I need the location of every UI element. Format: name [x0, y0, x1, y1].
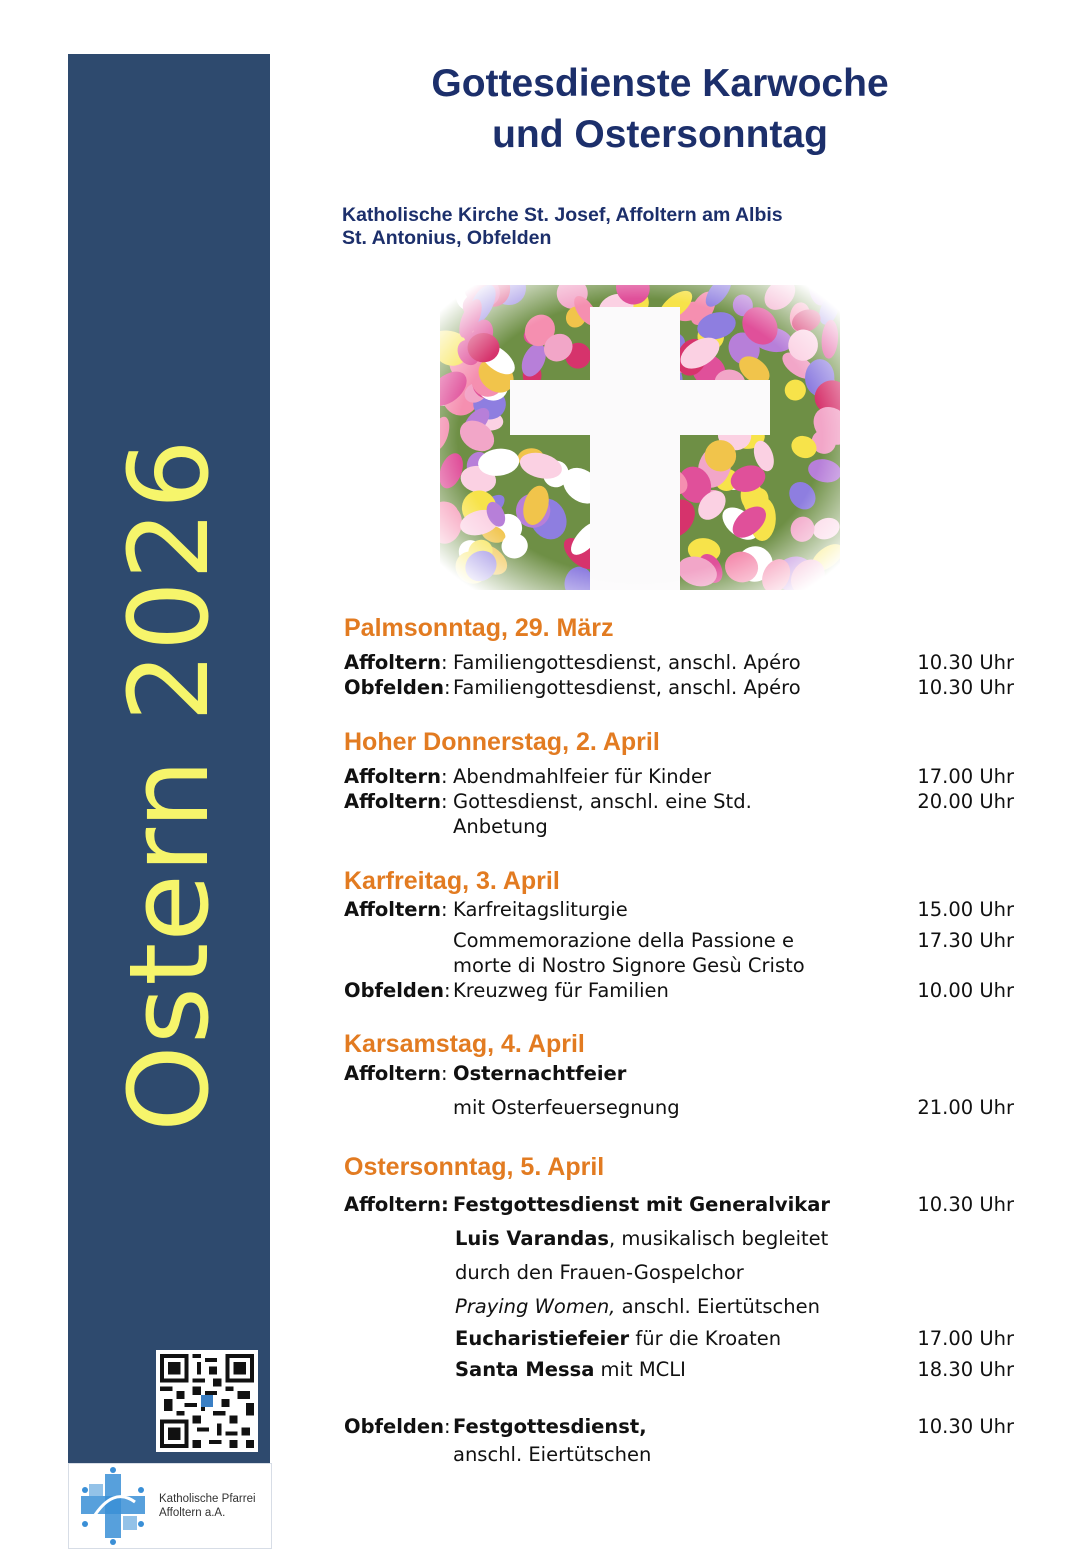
service-time: 18.30 Uhr — [917, 1358, 1014, 1381]
subtitle-line-1: Katholische Kirche St. Josef, Affoltern am Albis — [342, 204, 783, 226]
day-heading: Ostersonntag, 5. April — [344, 1153, 605, 1181]
service-description: , musikalisch begleitet — [608, 1227, 829, 1250]
service-time: 21.00 Uhr — [917, 1096, 1014, 1119]
location-label: Affoltern — [344, 898, 442, 921]
parish-cross-logo-icon — [73, 1466, 153, 1546]
service-time: 10.00 Uhr — [917, 979, 1014, 1002]
service-description: Gottesdienst, anschl. eine Std. — [453, 790, 752, 813]
service-title: Festgottesdienst, — [453, 1415, 647, 1438]
service-description: Karfreitagsliturgie — [453, 898, 628, 921]
service-time: 10.30 Uhr — [917, 1415, 1014, 1438]
subtitle — [342, 204, 783, 250]
service-description: anschl. Eiertütschen — [615, 1295, 820, 1318]
service-time: 15.00 Uhr — [917, 898, 1014, 921]
service-title: Festgottesdienst mit Generalvikar — [453, 1193, 831, 1216]
service-time: 10.30 Uhr — [917, 676, 1014, 699]
service-description: Commemorazione della Passione e — [453, 929, 794, 952]
subtitle-line-2: St. Antonius, Obfelden — [342, 227, 552, 249]
page-title — [350, 58, 970, 160]
service-description: Familiengottesdienst, anschl. Apéro — [453, 676, 801, 699]
service-time: 17.00 Uhr — [917, 1327, 1014, 1350]
service-title: Osternachtfeier — [453, 1062, 627, 1085]
parish-logo — [68, 1463, 272, 1549]
title-line-2: und Ostersonntag — [492, 113, 828, 156]
day-heading: Palmsonntag, 29. März — [344, 614, 614, 642]
service-description: anschl. Eiertütschen — [453, 1443, 652, 1466]
service-title: Eucharistiefeier — [455, 1327, 630, 1350]
qr-code-icon[interactable] — [156, 1350, 258, 1452]
service-description-cont: Anbetung — [453, 815, 548, 838]
service-description: Abendmahlfeier für Kinder — [453, 765, 712, 788]
location-label: Obfelden — [344, 979, 444, 1002]
logo-line-1: Katholische Pfarrei — [159, 1493, 256, 1505]
logo-line-2: Affoltern a.A. — [159, 1507, 226, 1519]
location-label: Affoltern: — [344, 1193, 449, 1216]
service-description: Familiengottesdienst, anschl. Apéro — [453, 651, 801, 674]
service-description-cont: morte di Nostro Signore Gesù Cristo — [453, 954, 805, 977]
service-time: 17.30 Uhr — [917, 929, 1014, 952]
location-label: Affoltern — [344, 765, 442, 788]
vertical-title: Ostern 2026 — [105, 438, 233, 1132]
location-label: Affoltern — [344, 651, 442, 674]
day-heading: Karsamstag, 4. April — [344, 1030, 585, 1058]
title-line-1: Gottesdienste Karwoche — [431, 62, 889, 105]
service-description: für die Kroaten — [629, 1327, 782, 1350]
day-heading: Hoher Donnerstag, 2. April — [344, 728, 660, 756]
service-time: 20.00 Uhr — [917, 790, 1014, 813]
location-label: Obfelden — [344, 1415, 444, 1438]
service-title: Santa Messa — [455, 1358, 595, 1381]
day-heading: Karfreitag, 3. April — [344, 867, 560, 895]
service-time: 17.00 Uhr — [917, 765, 1014, 788]
location-label: Affoltern — [344, 1062, 442, 1085]
flower-cross-image — [440, 285, 840, 590]
service-time: 10.30 Uhr — [917, 651, 1014, 674]
service-title: Luis Varandas — [455, 1227, 609, 1250]
service-description: Kreuzweg für Familien — [453, 979, 669, 1002]
location-label: Obfelden — [344, 676, 444, 699]
service-description: durch den Frauen-Gospelchor — [455, 1261, 744, 1284]
location-label: Affoltern — [344, 790, 442, 813]
service-description: mit MCLI — [594, 1358, 686, 1381]
choir-name: Praying Women, — [455, 1295, 616, 1318]
service-description: mit Osterfeuersegnung — [453, 1096, 680, 1119]
service-time: 10.30 Uhr — [917, 1193, 1014, 1216]
